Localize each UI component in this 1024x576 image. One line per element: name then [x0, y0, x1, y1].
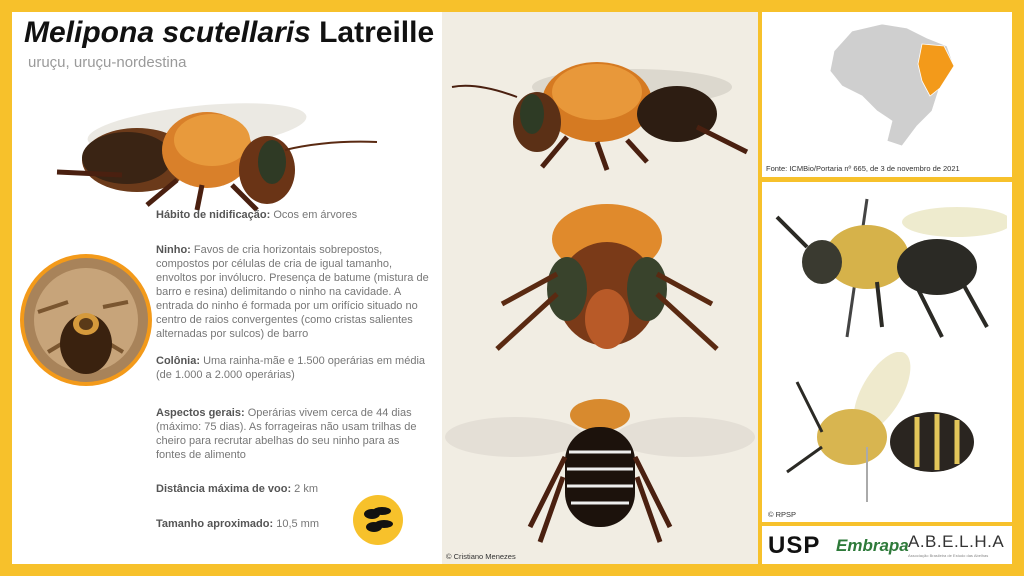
logo-panel: [762, 526, 1012, 564]
bee-dorsal-photo: [445, 397, 755, 547]
colony-info: Colônia: Uma rainha-mãe e 1.500 operárias em média (de 1.000 a 2.000 operárias): [156, 355, 426, 381]
specimen-panel: [762, 182, 1012, 522]
bee-size-icon: [352, 494, 404, 546]
photo-credit: © Cristiano Menezes: [446, 552, 516, 561]
specimen-side-photo: [767, 187, 1007, 347]
bee-front-photo: [457, 194, 747, 364]
size-info: Tamanho aproximado: 10,5 mm: [156, 518, 320, 530]
abelha-logo: A.B.E.L.H.A: [908, 532, 1005, 551]
specimen-credit: © RPSP: [768, 510, 797, 519]
flight-distance-info: Distância máxima de voo: 2 km: [156, 483, 319, 495]
bee-profile-photo: [447, 42, 752, 177]
map-source: Fonte: ICMBio/Portaria nº 665, de 3 de novembro de 2021: [766, 164, 960, 173]
photo-panel: [442, 12, 758, 564]
general-aspects-info: Aspectos gerais: Operárias vivem cerca de 44 dias (máximo: 75 dias). As forrageiras não usam trilhas de cheiro para recrutar abelhas do seu ninho para as fontes de alimento: [156, 407, 417, 461]
distribution-map-panel: [762, 12, 1012, 177]
specimen-dorsal-photo: [782, 352, 1002, 507]
embrapa-logo: Embrapa: [836, 536, 909, 555]
info-panel: [12, 12, 442, 564]
bee-side-photo: [27, 70, 397, 215]
nest-info: Ninho: Favos de cria horizontais sobrepostos, compostos por células de cria de igual tamanho, envoltos por invólucro. Presença de batume (mistura de barro e resina) delimitando o ninho na cavidade. A entrada do ninho é formada por um orifício situado no centro de raios convergentes (como cristas salientes alternadas por sulcos) de barro: [156, 244, 429, 340]
common-names: uruçu, uruçu-nordestina: [28, 54, 187, 71]
abelha-tagline: Associação Brasileira de Estudo das Abelhas: [908, 553, 989, 558]
brazil-map: [822, 16, 962, 156]
usp-logo: USP: [768, 532, 821, 559]
species-title: [24, 16, 434, 50]
nest-entrance-photo: [18, 252, 154, 388]
species-author: Latreille: [319, 16, 435, 49]
species-name: Melipona scutellaris: [24, 16, 311, 49]
nesting-info: Hábito de nidificação: Ocos em árvores: [156, 209, 358, 221]
